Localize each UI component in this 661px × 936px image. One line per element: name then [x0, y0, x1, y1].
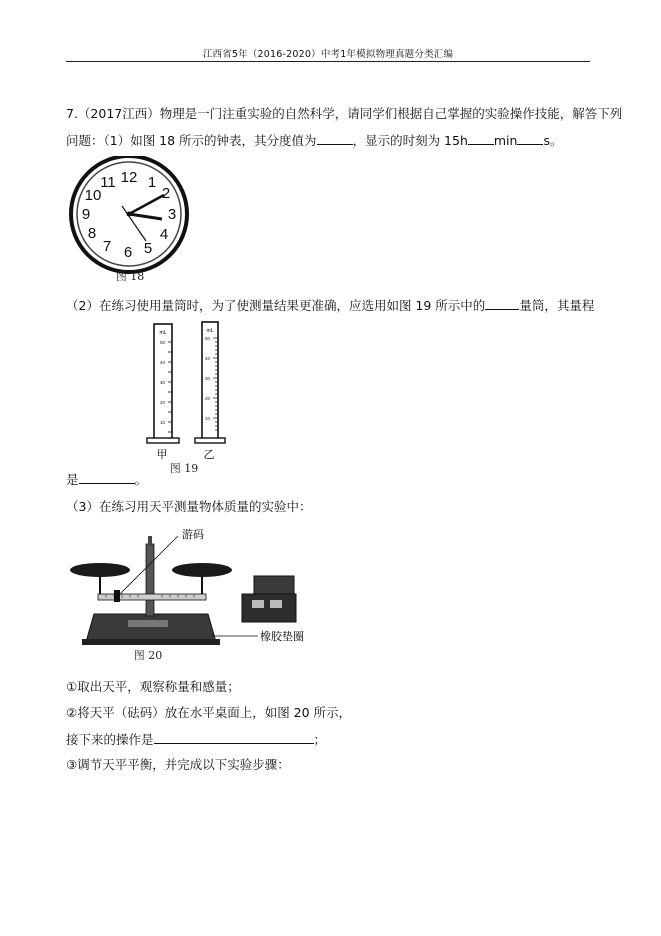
answer-blank-range[interactable]: [79, 471, 135, 484]
yi-scale-40: 40: [205, 356, 211, 361]
balance-base-foot: [82, 639, 220, 645]
intro-text-a: 问题：（1）如图 18 所示的钟表，其分度值为: [66, 133, 317, 148]
clock-number-2: 2: [161, 185, 171, 202]
jia-scale-30: 30: [160, 380, 166, 385]
answer-blank-seconds[interactable]: [517, 132, 543, 145]
clock-number-1: 1: [147, 174, 157, 191]
figure-19-cylinders: [140, 318, 240, 478]
clock-number-8: 8: [87, 225, 97, 242]
page-header: 江西省5年（2016-2020）中考1年模拟物理真题分类汇编: [202, 49, 454, 60]
weight-slot-2: [270, 600, 282, 608]
clock-number-5: 5: [143, 240, 153, 257]
clock-number-4: 4: [159, 226, 169, 243]
figure-18-caption: 图 18: [115, 270, 145, 283]
step-3: ③调节天平平衡，并完成以下实验步骤：: [66, 757, 290, 772]
answer-blank-next-operation[interactable]: [154, 731, 314, 744]
clock-number-3: 3: [167, 206, 177, 223]
cylinder-label-jia: 甲: [156, 448, 168, 461]
part2-line2: [66, 471, 147, 488]
figure-18-clock: [66, 156, 196, 286]
part3-title: （3）在练习用天平测量物体质量的实验中：: [66, 499, 312, 514]
cylinder-yi-unit: mL: [206, 328, 214, 334]
clock-number-7: 7: [102, 238, 112, 255]
clock-number-12: 12: [120, 169, 138, 186]
balance-pointer: [148, 536, 152, 546]
cylinder-label-yi: 乙: [203, 448, 215, 461]
part2-text-b: 量筒，其量程: [519, 298, 595, 313]
step-2-end: ；: [313, 732, 327, 747]
cylinder-jia: [147, 324, 179, 443]
yi-scale-30: 30: [205, 376, 211, 381]
left-pan: [70, 563, 130, 577]
figure-20-caption: 图 20: [133, 649, 163, 662]
clock-center-pin: [127, 212, 132, 217]
weight-slot-1: [252, 600, 264, 608]
jia-scale-10: 10: [160, 420, 166, 425]
balance-rider: [114, 590, 120, 602]
balance-base: [86, 614, 216, 642]
jia-scale-50: 50: [160, 340, 166, 345]
balance-pillar: [146, 544, 154, 616]
part2-text-a: （2）在练习使用量筒时，为了使测量结果更准确，应选用如图 19 所示中的: [66, 298, 486, 313]
right-pan: [172, 563, 232, 577]
part2-line1: [66, 297, 594, 314]
answer-blank-division[interactable]: [317, 132, 353, 145]
intro-text-b: ，显示的时刻为 15h: [352, 133, 468, 148]
cylinder-yi: [195, 322, 225, 443]
balance-label-plate: [128, 620, 168, 627]
intro-text-c: min: [493, 133, 518, 148]
step-1: ①取出天平，观察称量和感量；: [66, 679, 240, 694]
clock-number-6: 6: [123, 244, 133, 261]
step-2-next-text: 接下来的操作是: [66, 732, 154, 747]
jia-scale-20: 20: [160, 400, 166, 405]
yi-scale-20: 20: [205, 396, 211, 401]
part2-text-c: 是: [66, 472, 79, 487]
answer-blank-cylinder[interactable]: [485, 297, 519, 310]
figure-19-caption: 图 19: [169, 462, 199, 475]
yi-scale-10: 10: [205, 416, 211, 421]
step-2-next: [66, 731, 326, 748]
weight-box: [242, 594, 296, 622]
clock-number-10: 10: [84, 187, 102, 204]
step-2: ②将天平（砝码）放在水平桌面上，如图 20 所示，: [66, 705, 352, 720]
figure-20-balance: [66, 524, 316, 664]
clock-number-9: 9: [81, 206, 91, 223]
clock-number-11: 11: [100, 174, 116, 191]
question-intro-line2: [66, 132, 562, 149]
answer-blank-minutes[interactable]: [468, 132, 494, 145]
jia-scale-40: 40: [160, 360, 166, 365]
weight-box-lid: [254, 576, 294, 594]
question-intro-line1: 7.（2017江西）物理是一门注重实验的自然科学，请同学们根据自己掌握的实验操作技能，解答下列: [66, 106, 623, 121]
label-rubber-pad: 橡胶垫圈: [260, 630, 304, 643]
intro-text-d: s。: [543, 133, 563, 148]
yi-scale-50: 50: [205, 336, 211, 341]
header-divider: [66, 61, 590, 62]
label-rider: 游码: [182, 528, 204, 541]
part2-text-d: 。: [134, 472, 148, 487]
cylinder-jia-unit: mL: [159, 330, 167, 336]
